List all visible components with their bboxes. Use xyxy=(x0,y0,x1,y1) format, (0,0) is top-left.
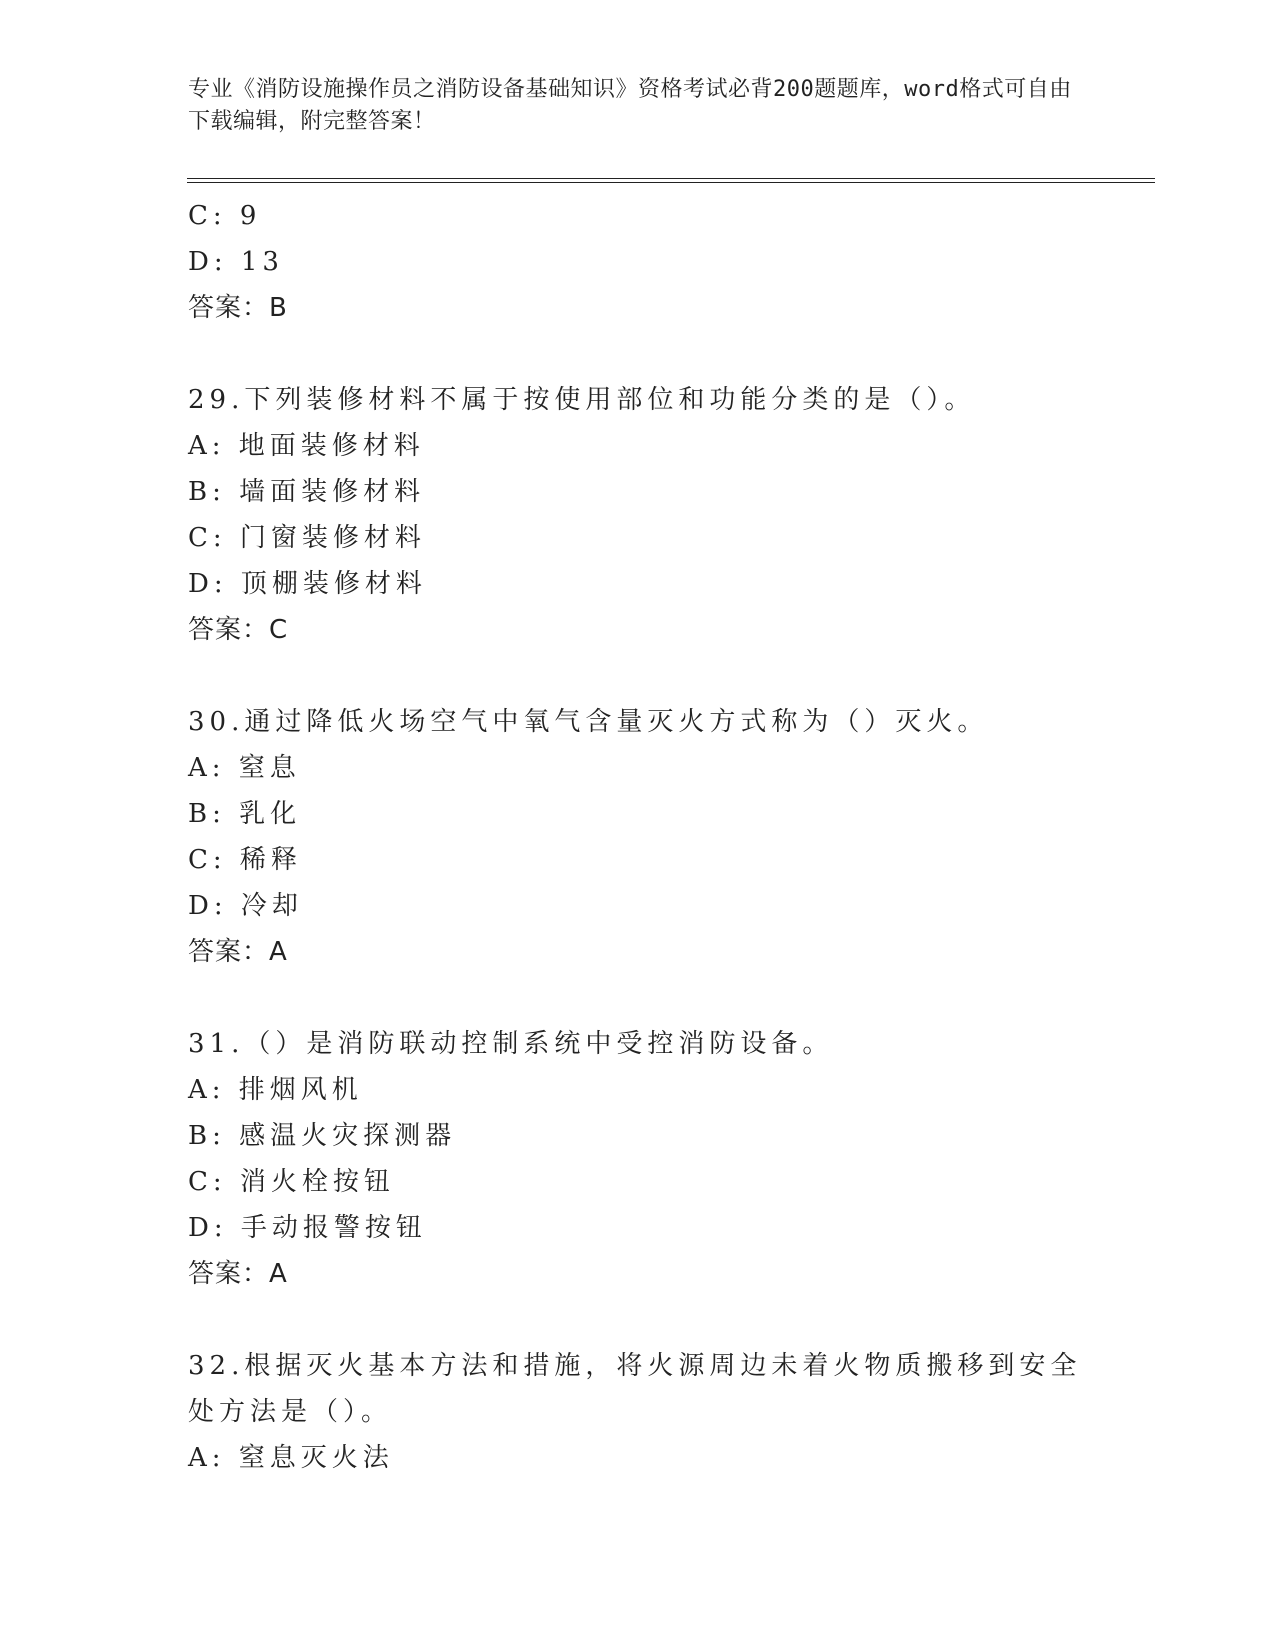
question-29 xyxy=(188,377,1088,653)
option-d: D: 手动报警按钮 xyxy=(188,1213,427,1243)
question-28 xyxy=(188,193,1088,331)
option-d: D: 13 xyxy=(188,247,284,277)
question-text: 29.下列装修材料不属于按使用部位和功能分类的是（）。 xyxy=(188,385,976,415)
option-d: D: 顶棚装修材料 xyxy=(188,569,427,599)
question-31 xyxy=(188,1021,1088,1297)
option-a: A: 窒息 xyxy=(188,753,301,783)
question-32 xyxy=(188,1343,1088,1481)
option-a: A: 窒息灭火法 xyxy=(188,1443,394,1473)
option-c: C: 消火栓按钮 xyxy=(188,1167,395,1197)
page-header: 专业《消防设施操作员之消防设备基础知识》资格考试必背200题题库，word格式可自由下载编辑，附完整答案！ xyxy=(188,77,1072,134)
option-c: C: 稀释 xyxy=(188,845,302,875)
spacer xyxy=(188,975,1088,1021)
question-text: 31.（）是消防联动控制系统中受控消防设备。 xyxy=(188,1029,834,1059)
spacer xyxy=(188,1297,1088,1343)
answer-label: 答案：C xyxy=(188,615,289,645)
question-text: 32.根据灭火基本方法和措施，将火源周边未着火物质搬移到安全处方法是（）。 xyxy=(188,1351,1082,1427)
question-text: 30.通过降低火场空气中氧气含量灭火方式称为（）灭火。 xyxy=(188,707,989,737)
option-b: B: 感温火灾探测器 xyxy=(188,1121,457,1151)
option-a: A: 排烟风机 xyxy=(188,1075,363,1105)
header-rule-bottom xyxy=(187,182,1155,183)
option-a: A: 地面装修材料 xyxy=(188,431,425,461)
question-30 xyxy=(188,699,1088,975)
answer-label: 答案：A xyxy=(188,937,288,967)
spacer xyxy=(188,331,1088,377)
option-c: C: 门窗装修材料 xyxy=(188,523,426,553)
spacer xyxy=(188,653,1088,699)
header-rule-top xyxy=(187,178,1155,179)
question-list xyxy=(188,193,1088,1481)
option-b: B: 乳化 xyxy=(188,799,302,829)
answer-label: 答案：B xyxy=(188,293,288,323)
option-d: D: 冷却 xyxy=(188,891,303,921)
option-c: C: 9 xyxy=(188,201,262,231)
answer-label: 答案：A xyxy=(188,1259,288,1289)
option-b: B: 墙面装修材料 xyxy=(188,477,426,507)
